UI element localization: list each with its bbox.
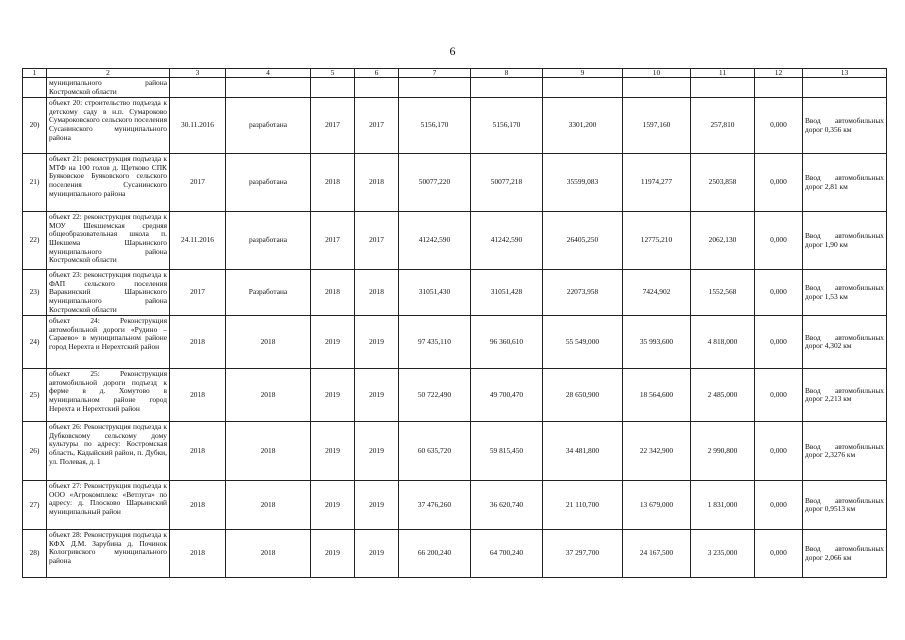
row-date: 2018	[170, 316, 226, 369]
row-status: 2018	[226, 422, 311, 481]
row-value-11: 3 235,000	[691, 530, 755, 578]
row-value-9: 34 481,800	[543, 422, 623, 481]
row-description: объект 20: строительство подъезда к детскому саду в н.п. Сумароково Сумароковского сельского поселения Сусанинского муниципального района	[47, 98, 170, 154]
row-description: объект 24: Реконструкция автомобильной дороги «Рудино – Сараево» в муниципальном районе город Нерехта и Нерехтский район	[47, 316, 170, 369]
row-value-9: 35599,083	[543, 154, 623, 212]
row-value-11: 2 990,800	[691, 422, 755, 481]
column-header: 12	[755, 69, 803, 78]
row-value-12: 0,000	[755, 530, 803, 578]
row-result: Ввод автомобильных дорог 2,066 км	[803, 530, 887, 578]
row-result: Ввод автомобильных дорог 2,213 км	[803, 369, 887, 422]
row-value-9: 21 110,700	[543, 481, 623, 530]
row-number: 28)	[23, 530, 47, 578]
row-result: Ввод автомобильных дорог 1,90 км	[803, 212, 887, 270]
row-number: 24)	[23, 316, 47, 369]
row-number: 26)	[23, 422, 47, 481]
page-number: 6	[449, 44, 456, 58]
row-year-end: 2017	[355, 212, 399, 270]
row-number: 25)	[23, 369, 47, 422]
row-value-12: 0,000	[755, 212, 803, 270]
row-value-11: 2062,130	[691, 212, 755, 270]
row-number: 22)	[23, 212, 47, 270]
row-result: Ввод автомобильных дорог 0,9513 км	[803, 481, 887, 530]
row-value-7: 41242,590	[399, 212, 471, 270]
row-date: 2018	[170, 481, 226, 530]
row-year-start: 2017	[311, 98, 355, 154]
row-year-end: 2019	[355, 316, 399, 369]
row-result: Ввод автомобильных дорог 0,356 км	[803, 98, 887, 154]
row-year-start: 2019	[311, 481, 355, 530]
row-value-7: 66 200,240	[399, 530, 471, 578]
row-status: 2018	[226, 369, 311, 422]
row-value-10: 13 679,000	[623, 481, 691, 530]
row-year-start: 2017	[311, 212, 355, 270]
row-date: 2017	[170, 270, 226, 316]
row-date: 2018	[170, 530, 226, 578]
row-value-8: 5156,170	[471, 98, 543, 154]
row-value-8: 59 815,450	[471, 422, 543, 481]
row-value-12: 0,000	[755, 98, 803, 154]
row-status: разработана	[226, 212, 311, 270]
row-description: объект 28: Реконструкция подъезда к КФХ Д.М. Зарубина д. Починок Кологривского муниципального района	[47, 530, 170, 578]
row-number: 21)	[23, 154, 47, 212]
continuation-text: муниципального района Костромской области	[47, 78, 170, 98]
row-value-7: 5156,170	[399, 98, 471, 154]
row-value-9: 55 549,000	[543, 316, 623, 369]
row-value-7: 60 635,720	[399, 422, 471, 481]
row-value-10: 7424,902	[623, 270, 691, 316]
row-value-11: 2 485,000	[691, 369, 755, 422]
row-value-11: 1552,568	[691, 270, 755, 316]
column-header: 3	[170, 69, 226, 78]
row-date: 2018	[170, 369, 226, 422]
row-result: Ввод автомобильных дорог 1,53 км	[803, 270, 887, 316]
column-header: 2	[47, 69, 170, 78]
row-value-7: 31051,430	[399, 270, 471, 316]
row-value-9: 28 650,900	[543, 369, 623, 422]
row-status: разработана	[226, 98, 311, 154]
row-value-11: 2503,858	[691, 154, 755, 212]
table-row	[23, 316, 887, 369]
row-result: Ввод автомобильных дорог 2,3276 км	[803, 422, 887, 481]
row-value-9: 26405,250	[543, 212, 623, 270]
row-value-9: 3301,200	[543, 98, 623, 154]
row-value-8: 50077,218	[471, 154, 543, 212]
row-result: Ввод автомобильных дорог 2,81 км	[803, 154, 887, 212]
row-date: 30.11.2016	[170, 98, 226, 154]
row-date: 2018	[170, 422, 226, 481]
row-date: 24.11.2016	[170, 212, 226, 270]
row-value-12: 0,000	[755, 270, 803, 316]
column-header: 4	[226, 69, 311, 78]
row-value-8: 41242,590	[471, 212, 543, 270]
row-date: 2017	[170, 154, 226, 212]
row-year-start: 2019	[311, 316, 355, 369]
row-status: 2018	[226, 530, 311, 578]
column-header: 10	[623, 69, 691, 78]
row-value-8: 96 360,610	[471, 316, 543, 369]
row-value-7: 97 435,110	[399, 316, 471, 369]
table-row	[23, 422, 887, 481]
row-year-end: 2019	[355, 481, 399, 530]
row-number: 27)	[23, 481, 47, 530]
row-status: разработана	[226, 154, 311, 212]
row-description: объект 22: реконструкция подъезда к МОУ Шекшемская средняя общеобразовательная школа п. Шекшема Шарьинского муниципального района Костромской области	[47, 212, 170, 270]
row-value-8: 36 620,740	[471, 481, 543, 530]
column-header: 1	[23, 69, 47, 78]
row-value-11: 257,810	[691, 98, 755, 154]
table-row	[23, 530, 887, 578]
table-row	[23, 369, 887, 422]
row-year-start: 2018	[311, 270, 355, 316]
row-description: объект 21: реконструкция подъезда к МТФ на 100 голов д. Щетково СПК Буяковское Буяковского сельского поселения Сусанинского муниципального района	[47, 154, 170, 212]
row-value-11: 4 818,000	[691, 316, 755, 369]
row-value-7: 50077,220	[399, 154, 471, 212]
row-year-start: 2019	[311, 369, 355, 422]
row-description: объект 25: Реконструкция автомобильной дороги подъезд к ферме в д. Хомутово в муниципальном районе город Нерехта и Нерехтский район	[47, 369, 170, 422]
row-value-8: 49 700,470	[471, 369, 543, 422]
column-header: 11	[691, 69, 755, 78]
table-row	[23, 98, 887, 154]
table-row	[23, 481, 887, 530]
row-value-9: 37 297,700	[543, 530, 623, 578]
row-value-9: 22073,958	[543, 270, 623, 316]
column-header: 6	[355, 69, 399, 78]
row-value-12: 0,000	[755, 154, 803, 212]
row-value-10: 12775,210	[623, 212, 691, 270]
row-number: 20)	[23, 98, 47, 154]
table-row	[23, 212, 887, 270]
row-year-start: 2019	[311, 530, 355, 578]
row-status: Разработана	[226, 270, 311, 316]
row-value-12: 0,000	[755, 481, 803, 530]
row-description: объект 26: Реконструкция подъезда к Дубковскому сельскому дому культуры по адресу: Костромская область, Кадыйский район, п. Дубки, ул. Полевая, д. 1	[47, 422, 170, 481]
row-value-12: 0,000	[755, 369, 803, 422]
row-number: 23)	[23, 270, 47, 316]
row-year-end: 2018	[355, 270, 399, 316]
row-value-8: 31051,428	[471, 270, 543, 316]
row-value-11: 1 831,000	[691, 481, 755, 530]
row-result: Ввод автомобильных дорог 4,302 км	[803, 316, 887, 369]
table-row	[23, 154, 887, 212]
row-description: объект 27: Реконструкция подъезда к ООО «Агрокомплекс «Ветлуга» по адресу: д. Плосково Шарьинский муниципальный район	[47, 481, 170, 530]
row-year-start: 2018	[311, 154, 355, 212]
column-header: 9	[543, 69, 623, 78]
row-value-10: 18 564,600	[623, 369, 691, 422]
column-header: 8	[471, 69, 543, 78]
row-value-10: 22 342,900	[623, 422, 691, 481]
row-status: 2018	[226, 316, 311, 369]
row-year-end: 2019	[355, 422, 399, 481]
column-header: 13	[803, 69, 887, 78]
table-row	[23, 270, 887, 316]
row-status: 2018	[226, 481, 311, 530]
row-year-end: 2019	[355, 369, 399, 422]
row-year-end: 2018	[355, 154, 399, 212]
row-value-10: 11974,277	[623, 154, 691, 212]
row-value-10: 24 167,500	[623, 530, 691, 578]
column-header: 5	[311, 69, 355, 78]
row-value-12: 0,000	[755, 422, 803, 481]
row-value-8: 64 700,240	[471, 530, 543, 578]
row-year-end: 2017	[355, 98, 399, 154]
column-header: 7	[399, 69, 471, 78]
row-year-end: 2019	[355, 530, 399, 578]
row-value-10: 35 993,600	[623, 316, 691, 369]
row-description: объект 23: реконструкция подъезда к ФАП сельского поселения Варакинский Шарьинского муниципального района Костромской области	[47, 270, 170, 316]
row-value-10: 1597,160	[623, 98, 691, 154]
continuation-row	[23, 78, 887, 98]
row-value-7: 37 476,260	[399, 481, 471, 530]
row-value-7: 50 722,490	[399, 369, 471, 422]
row-year-start: 2019	[311, 422, 355, 481]
header-row	[23, 69, 887, 78]
program-table	[22, 68, 887, 578]
row-value-12: 0,000	[755, 316, 803, 369]
